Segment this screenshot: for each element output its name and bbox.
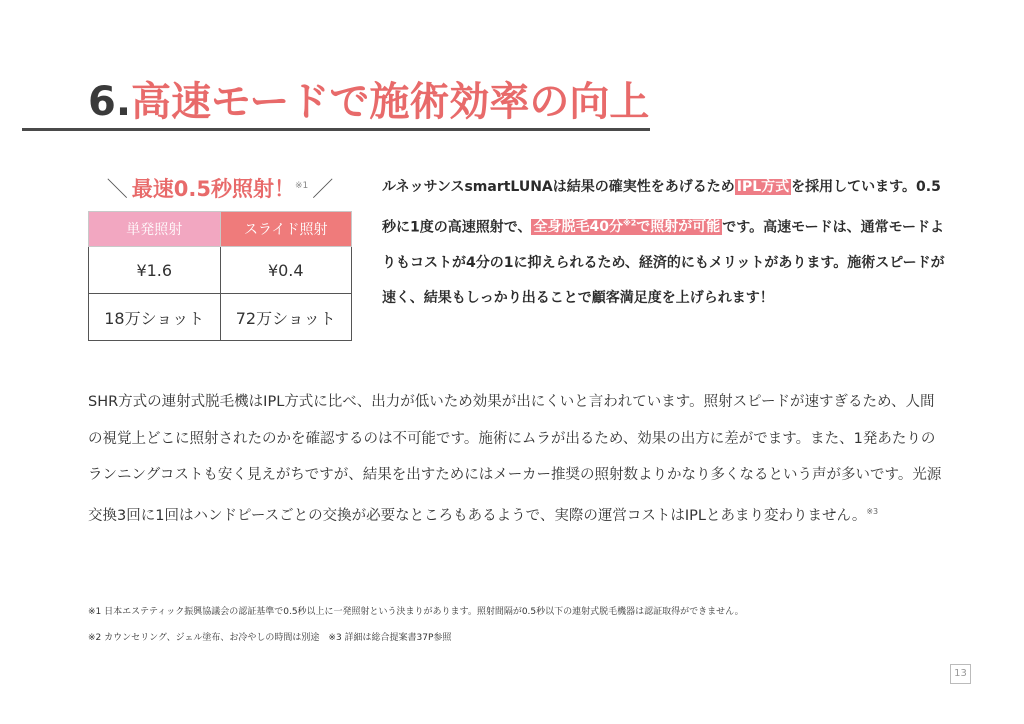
table-cell: 18万ショット — [89, 294, 221, 341]
title-underline — [22, 128, 650, 131]
page-title — [88, 74, 649, 130]
badge-slash-left: ＼ — [106, 177, 128, 201]
body-note: ※3 — [866, 506, 879, 516]
section-number: 6. — [88, 79, 132, 125]
table-header-row — [89, 212, 352, 247]
badge-text: 最速0.5秒照射！ — [131, 177, 295, 201]
table-cell: ¥0.4 — [220, 247, 352, 294]
highlight-full-body — [531, 219, 722, 235]
speed-badge — [88, 168, 352, 204]
highlight-text: 全身脱毛40分 — [533, 219, 623, 236]
price-table — [88, 211, 352, 341]
page-number: 13 — [950, 664, 971, 684]
table-row — [89, 247, 352, 294]
section-title: 高速モードで施術効率の向上 — [131, 79, 650, 125]
intro-text: を採用しています。0.5秒に1度の高速照射で、 — [382, 179, 941, 236]
body-paragraph — [88, 384, 948, 534]
intro-text: です。高速モードは、通常モードよりもコストが4分の1に抑えられるため、経済的にもメリットがあります。施術スピードが速く、結果もしっかり出ることで顧客満足度を上げられます！ — [382, 219, 945, 307]
badge-slash-right: ／ — [312, 177, 334, 201]
highlight-note: ※2 — [622, 218, 637, 228]
column-header-slide: スライド照射 — [220, 212, 352, 247]
highlight-text: で照射が可能 — [636, 219, 721, 236]
intro-text: ルネッサンスsmartLUNAは結果の確実性をあげるため — [382, 179, 735, 195]
footnote-1: ※1 日本エステティック振興協議会の認証基準で0.5秒以上に一発照射という決まりがあります。照射間隔が0.5秒以下の連射式脱毛機器は認証取得ができません。 — [88, 607, 744, 617]
badge-note: ※1 — [294, 181, 309, 191]
table-row — [89, 294, 352, 341]
table-cell: ¥1.6 — [89, 247, 221, 294]
highlight-ipl: IPL方式 — [736, 179, 790, 195]
column-header-single: 単発照射 — [89, 212, 221, 247]
body-text: SHR方式の連射式脱毛機はIPL方式に比べ、出力が低いため効果が出にくいと言われています。照射スピードが速すぎるため、人間の視覚上どこに照射されたのかを確認するのは不可能です。施術にムラが出るため、効果の出方に差がでます。また、1発あたりのランニングコストも安く見えがちですが、結果を出すためにはメーカー推奨の照射数よりかなり多くなるという声が多いです。光源交換3回に1回はハンドピースごとの交換が必要なところもあるようで、実際の運営コストはIPLとあまり変わりません。 — [88, 394, 942, 524]
footnote-2: ※2 カウンセリング、ジェル塗布、お冷やしの時間は別途 ※3 詳細は総合提案書37P参照 — [88, 633, 452, 643]
intro-paragraph — [382, 170, 952, 317]
table-cell: 72万ショット — [220, 294, 352, 341]
